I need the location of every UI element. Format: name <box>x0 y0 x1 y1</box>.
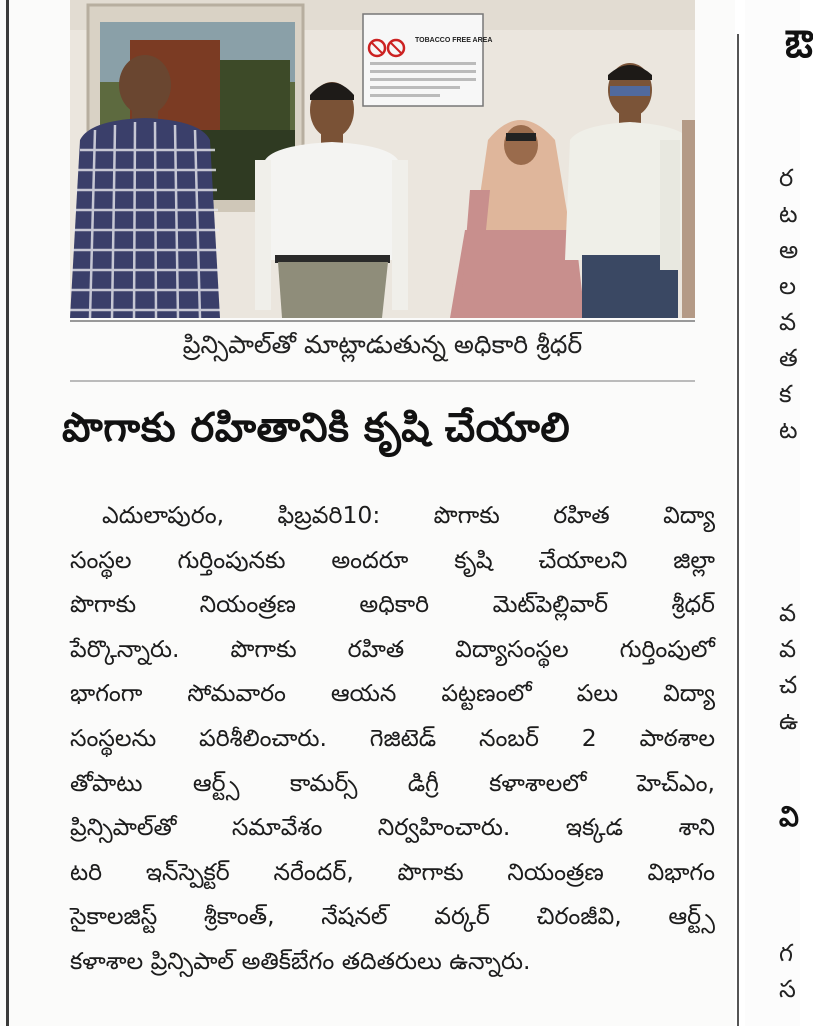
adjacent-paragraph <box>779 160 798 448</box>
news-photo <box>70 0 695 318</box>
adjacent-line: ట <box>779 200 798 228</box>
adjacent-headline: ఔ <box>785 22 813 66</box>
adjacent-line: ట <box>779 416 798 444</box>
body-line: సంస్థలను పరిశీలించారు. గెజిటెడ్ నంబర్ 2 పాఠశాల <box>70 723 715 752</box>
body-line: భాగంగా సోమవారం ఆయన పట్టణంలో పలు విద్యా <box>70 679 715 708</box>
photo-caption: ప్రిన్సిపాల్‌తో మాట్లాడుతున్న అధికారి శ్రీధర్ <box>182 330 583 359</box>
adjacent-paragraph <box>779 935 796 1007</box>
adjacent-line: ఉ <box>779 707 799 735</box>
body-line: పొగాకు నియంత్రణ అధికారి మెట్‌పెల్లివార్ శ్రీధర్ <box>70 590 715 619</box>
photo-bottom-rule <box>70 320 695 322</box>
adjacent-line: అ <box>779 236 799 264</box>
body-line: సైకాలజిస్ట్ శ్రీకాంత్, నేషనల్ వర్కర్ చిరంజీవి, ఆర్ట్స్ <box>70 902 715 931</box>
adjacent-line: గ <box>779 939 793 967</box>
adjacent-line: వ <box>779 599 797 627</box>
adjacent-paragraph <box>779 595 798 739</box>
tobacco-free-sign <box>363 14 492 106</box>
article-headline: పొగాకు రహితానికి కృషి చేయాలి <box>62 405 571 451</box>
adjacent-line: ల <box>779 272 797 300</box>
adjacent-line: త <box>779 344 798 372</box>
body-line: సంస్థల గుర్తింపునకు అందరూ కృషి చేయాలని జిల్లా <box>70 545 715 574</box>
body-line: టరి ఇన్‌స్పెక్టర్ నరేందర్, పొగాకు నియంత్రణ విభాగం <box>70 857 715 886</box>
body-line: తోపాటు ఆర్ట్స్ కామర్స్ డిగ్రీ కళాశాలలో హెచ్‌ఎం, <box>70 768 715 797</box>
article-body <box>70 493 715 984</box>
adjacent-line: ర <box>779 164 794 192</box>
adjacent-article-column <box>745 0 813 1026</box>
body-line: పేర్కొన్నారు. పొగాకు రహిత విద్యాసంస్థల గుర్తింపులో <box>70 634 715 663</box>
adjacent-line: స <box>779 975 796 1003</box>
page-edge-rule <box>6 0 9 1026</box>
svg-text:TOBACCO FREE AREA: TOBACCO FREE AREA <box>415 37 493 44</box>
body-line: ఎదులాపురం, ఫిబ్రవరి10: పొగాకు రహిత విద్యా <box>102 501 715 529</box>
adjacent-line: క <box>779 380 792 408</box>
adjacent-line: వ <box>779 308 797 336</box>
column-divider <box>737 34 739 1026</box>
adjacent-line: వ <box>779 635 797 663</box>
caption-rule <box>70 380 695 382</box>
body-line: కళాశాల ప్రిన్సిపాల్ అతిక్‌బేగం తదితరులు ఉన్నారు. <box>70 946 531 975</box>
body-line: ప్రిన్సిపాల్‌తో సమావేశం నిర్వహించారు. ఇక్కడ శాని <box>70 813 715 842</box>
adjacent-subheading: వి <box>779 800 799 833</box>
adjacent-line: చ <box>779 671 798 699</box>
